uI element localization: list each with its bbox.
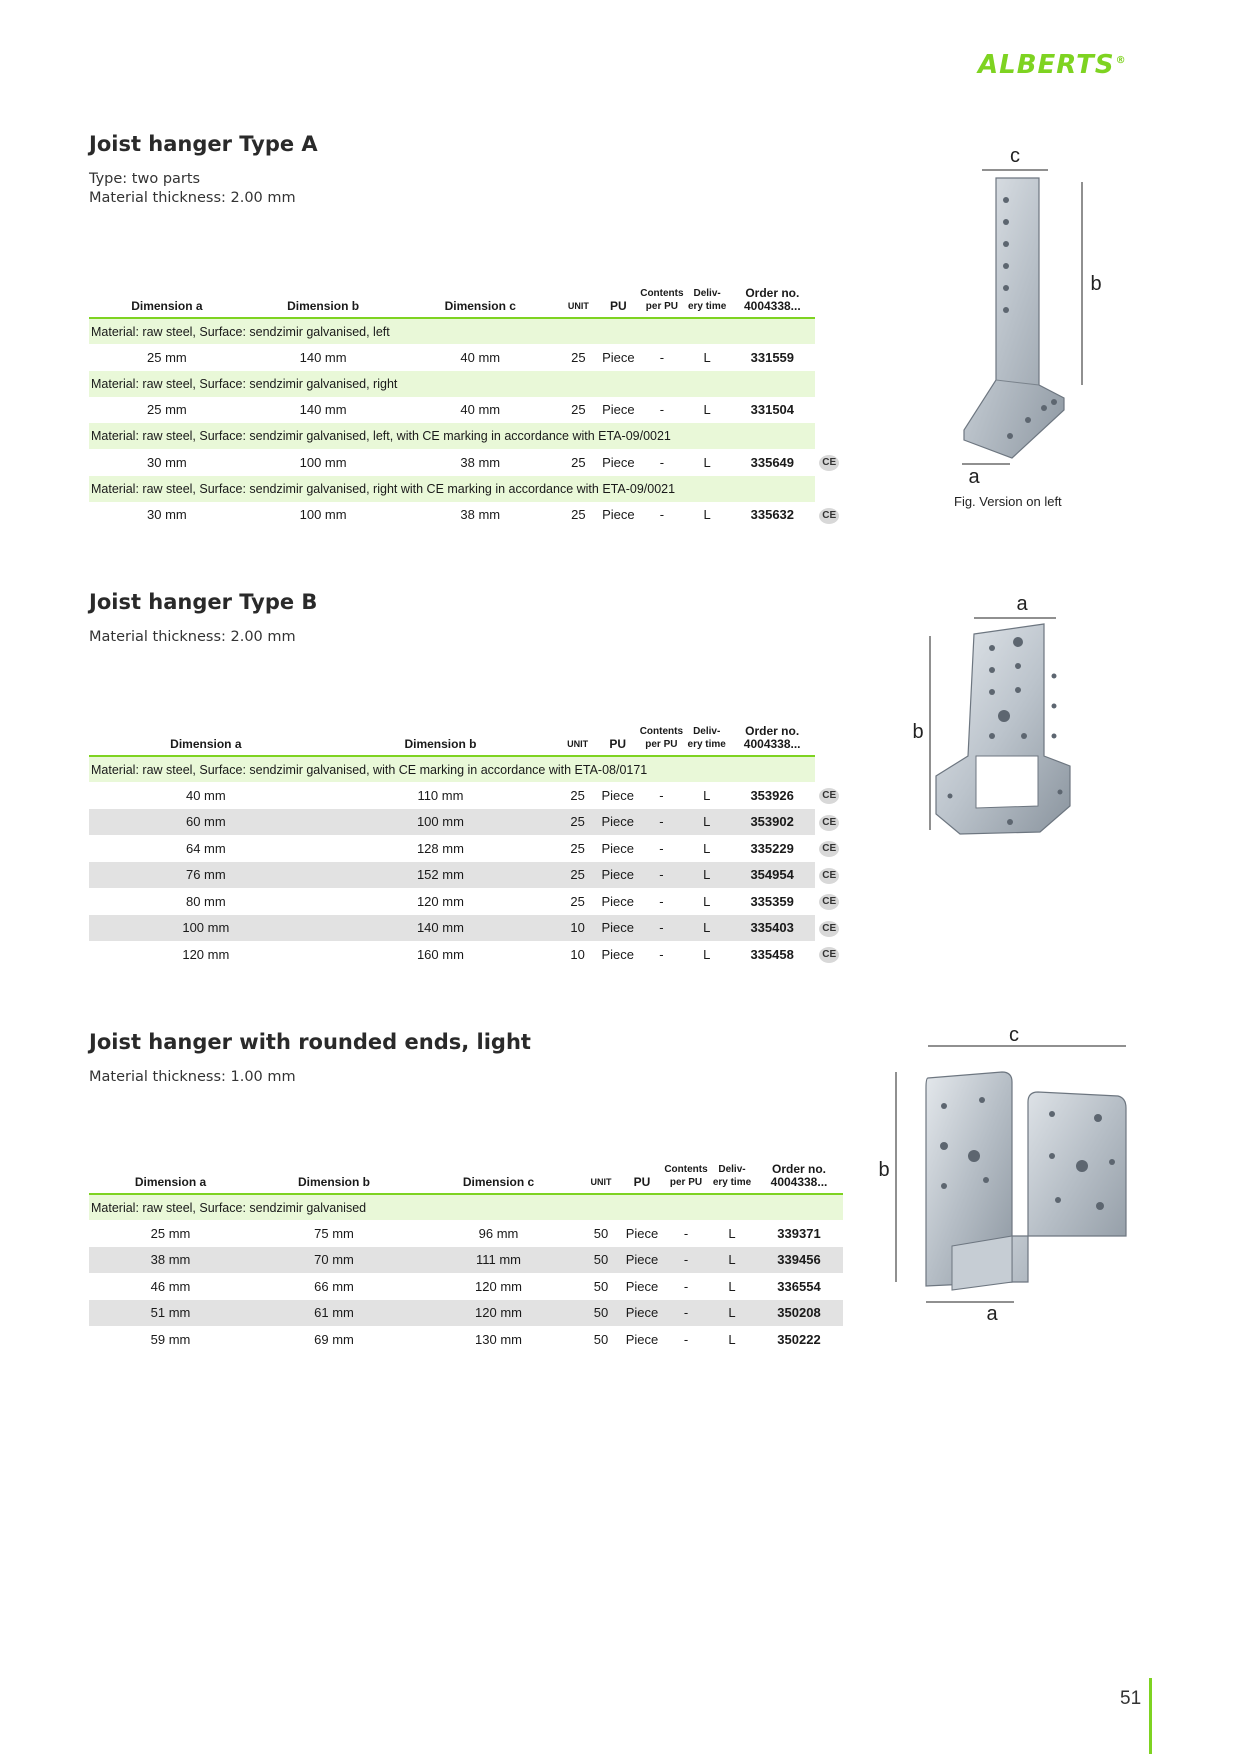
header-contents-line1: Contents — [664, 1164, 708, 1175]
cell-delivery: L — [728, 1278, 736, 1294]
cell-dimension-a: 25 mm — [150, 1225, 191, 1241]
cell-unit: Piece — [602, 349, 635, 365]
section-title: Joist hanger with rounded ends, light — [89, 1030, 531, 1054]
section-subtitle-type: Type: two parts — [89, 171, 201, 187]
cell-pu: 50 — [593, 1225, 609, 1241]
material-row — [89, 476, 843, 502]
cell-delivery: L — [703, 454, 711, 470]
cell-pu: 50 — [593, 1331, 609, 1347]
col-header-contents — [639, 272, 685, 318]
label-a: a — [986, 1303, 998, 1325]
col-header-pu: PU — [621, 1148, 663, 1194]
header-contents-line2: per PU — [645, 739, 678, 750]
cell-dimension-b: 110 mm — [417, 787, 464, 803]
cell-delivery: L — [684, 915, 729, 942]
table-row — [89, 397, 843, 424]
label-c: c — [1009, 1024, 1019, 1046]
cell-dimension-b: 140 mm — [299, 349, 347, 365]
cell-contents: - — [659, 454, 665, 470]
header-contents-line2: per PU — [669, 1177, 703, 1188]
cell-unit: Piece — [621, 1300, 663, 1327]
cell-dimension-a: 60 mm — [89, 809, 323, 836]
cell-pu: 25 — [558, 809, 597, 836]
cell-pu: 25 — [571, 454, 586, 470]
col-header-pu: PU — [597, 710, 638, 756]
cell-unit: Piece — [602, 507, 635, 523]
right-flange — [1012, 1092, 1126, 1282]
cell-contents: - — [659, 402, 665, 418]
table-row — [89, 1247, 843, 1274]
cell-dimension-a: 100 mm — [89, 915, 323, 942]
cell-dimension-a: 80 mm — [185, 893, 226, 909]
cell-contents: - — [659, 946, 664, 962]
cell-contents: - — [638, 809, 684, 836]
ce-cell — [815, 502, 843, 529]
cell-unit: Piece — [601, 787, 635, 803]
material-row — [89, 371, 843, 397]
cell-unit: Piece — [601, 840, 635, 856]
ce-cell — [815, 344, 843, 371]
section-type-a — [89, 132, 869, 208]
header-deliv-line2: ery time — [687, 301, 727, 312]
cell-contents: - — [683, 1278, 689, 1294]
cell-dimension-c: 120 mm — [416, 1300, 581, 1327]
cell-dimension-b: 69 mm — [314, 1331, 354, 1347]
cell-pu: 10 — [570, 946, 585, 962]
cell-dimension-c: 130 mm — [475, 1331, 522, 1347]
material-description: Material: raw steel, Surface: sendzimir galvanised, left, with CE marking in accordance with ETA-09/0021 — [89, 423, 815, 449]
table-header-row — [89, 710, 843, 756]
cell-order-number: 335359 — [750, 893, 794, 909]
cell-unit: Piece — [625, 1331, 659, 1347]
table-header-row — [89, 1148, 843, 1194]
page-number: 51 — [1120, 1688, 1142, 1709]
cell-unit: Piece — [621, 1247, 663, 1274]
col-header-dimension-b: Dimension b — [323, 710, 559, 756]
cell-dimension-a: 76 mm — [89, 862, 323, 889]
col-header-order — [755, 1148, 843, 1194]
cell-dimension-a: 120 mm — [182, 946, 230, 962]
brand-registered-mark: ® — [1115, 55, 1127, 67]
header-order-line1: Order no. — [771, 1162, 826, 1176]
header-contents-line1: Contents — [639, 726, 684, 737]
cell-order-number: 339371 — [777, 1225, 821, 1241]
cell-contents: - — [683, 1331, 689, 1347]
col-header-dimension-a: Dimension a — [89, 710, 323, 756]
cell-contents: - — [663, 1247, 709, 1274]
product-table-type-b — [89, 710, 843, 968]
cell-dimension-b: 61 mm — [252, 1300, 416, 1327]
ce-cell — [815, 835, 843, 862]
section-title: Joist hanger Type B — [89, 590, 318, 614]
cell-contents: - — [659, 349, 665, 365]
table-row — [89, 835, 843, 862]
header-deliv-line2: ery time — [712, 1177, 752, 1188]
col-header-dimension-c: Dimension c — [401, 272, 559, 318]
cell-pu: 25 — [571, 349, 586, 365]
col-header-order — [729, 272, 815, 318]
cell-delivery: L — [728, 1331, 736, 1347]
ce-mark-icon: CE — [819, 894, 839, 910]
table-row — [89, 1326, 843, 1353]
cell-order-number: 339456 — [755, 1247, 843, 1274]
material-row — [89, 756, 843, 782]
brand-logo — [978, 50, 1127, 80]
cell-order-number: 331504 — [750, 402, 795, 418]
table-row — [89, 1300, 843, 1327]
cell-delivery: L — [703, 787, 711, 803]
section-type-b — [89, 590, 869, 647]
cell-dimension-b: 120 mm — [416, 893, 464, 909]
cell-dimension-c: 40 mm — [460, 349, 501, 365]
cell-order-number: 331559 — [750, 349, 795, 365]
cell-order-number: 335229 — [750, 840, 794, 856]
cell-order-number: 335458 — [750, 946, 794, 962]
header-order-line1: Order no. — [745, 286, 800, 300]
label-a: a — [968, 466, 980, 488]
cell-unit: Piece — [597, 915, 638, 942]
label-b: b — [878, 1159, 890, 1181]
cell-delivery: L — [703, 840, 711, 856]
section-subtitle-thickness: Material thickness: 1.00 mm — [89, 1069, 296, 1085]
cell-unit: Piece — [602, 402, 635, 418]
ce-cell — [815, 862, 843, 889]
cell-dimension-a: 25 mm — [147, 402, 187, 418]
ce-cell — [815, 397, 843, 424]
cell-pu: 25 — [570, 787, 585, 803]
cell-dimension-c: 111 mm — [416, 1247, 581, 1274]
cell-delivery: L — [709, 1300, 755, 1327]
cell-dimension-b: 100 mm — [299, 454, 347, 470]
cell-pu: 25 — [558, 862, 597, 889]
col-header-dimension-b: Dimension b — [245, 272, 402, 318]
table-row — [89, 502, 843, 529]
cell-order-number: 336554 — [777, 1278, 821, 1294]
ce-cell — [815, 782, 843, 809]
table-row — [89, 862, 843, 889]
cell-delivery: L — [703, 402, 711, 418]
cell-contents: - — [659, 507, 665, 523]
ce-mark-icon: CE — [819, 921, 839, 937]
cell-contents: - — [683, 1225, 689, 1241]
cell-dimension-b: 140 mm — [299, 402, 347, 418]
cell-dimension-b: 140 mm — [323, 915, 559, 942]
col-header-dimension-c: Dimension c — [416, 1148, 581, 1194]
header-deliv-line1: Deliv- — [693, 288, 721, 299]
col-header-pu: PU — [598, 272, 639, 318]
cell-dimension-c: 40 mm — [460, 402, 501, 418]
ce-cell — [815, 941, 843, 968]
label-c: c — [1010, 145, 1020, 167]
cell-delivery: L — [684, 862, 729, 889]
cell-contents: - — [659, 893, 664, 909]
cell-delivery: L — [703, 507, 711, 523]
cell-dimension-b: 70 mm — [252, 1247, 416, 1274]
col-header-delivery — [709, 1148, 755, 1194]
cell-order-number: 335632 — [750, 507, 795, 523]
cell-dimension-a: 40 mm — [185, 787, 226, 803]
material-row — [89, 318, 843, 344]
material-description: Material: raw steel, Surface: sendzimir galvanised, left — [89, 318, 815, 344]
cell-dimension-a: 30 mm — [147, 507, 187, 523]
ce-mark-icon: CE — [819, 508, 839, 524]
cell-unit: Piece — [601, 893, 635, 909]
product-table-rounded-ends — [89, 1148, 843, 1353]
ce-cell — [815, 449, 843, 476]
figure-type-a — [944, 140, 1104, 488]
ce-cell — [815, 809, 843, 836]
cell-order-number: 335649 — [750, 454, 795, 470]
ce-mark-icon: CE — [819, 841, 839, 857]
cell-dimension-a: 25 mm — [147, 349, 187, 365]
cell-pu: 25 — [571, 402, 586, 418]
label-b: b — [1090, 273, 1102, 295]
figure-rounded-ends — [878, 1024, 1142, 1326]
cell-contents: - — [638, 915, 684, 942]
cell-contents: - — [659, 840, 664, 856]
header-deliv-line2: ery time — [687, 739, 726, 750]
hanger-opening — [976, 756, 1038, 808]
section-subtitle-thickness: Material thickness: 2.00 mm — [89, 190, 296, 206]
col-header-dimension-a: Dimension a — [89, 272, 245, 318]
cell-unit: Piece — [601, 946, 635, 962]
cell-dimension-b: 160 mm — [416, 946, 464, 962]
section-subtitle-thickness: Material thickness: 2.00 mm — [89, 629, 296, 645]
cell-dimension-a: 59 mm — [150, 1331, 191, 1347]
material-row — [89, 423, 843, 449]
cell-delivery: L — [703, 946, 711, 962]
cell-delivery: L — [684, 809, 729, 836]
col-header-delivery — [685, 272, 730, 318]
col-header-contents — [638, 710, 684, 756]
cell-pu: 50 — [593, 1278, 609, 1294]
header-deliv-line1: Deliv- — [718, 1164, 746, 1175]
cell-order-number: 354954 — [729, 862, 815, 889]
cell-dimension-b: 100 mm — [323, 809, 559, 836]
table-row — [89, 915, 843, 942]
table-row — [89, 941, 843, 968]
table-header-row — [89, 272, 843, 318]
cell-order-number: 353926 — [750, 787, 794, 803]
table-row — [89, 344, 843, 371]
seat — [952, 1236, 1012, 1290]
cell-delivery: L — [703, 893, 711, 909]
cell-unit: Piece — [597, 809, 638, 836]
cell-dimension-a: 46 mm — [150, 1278, 191, 1294]
cell-dimension-a: 30 mm — [147, 454, 187, 470]
section-title: Joist hanger Type A — [89, 132, 318, 156]
table-row — [89, 782, 843, 809]
cell-pu: 50 — [581, 1247, 621, 1274]
table-row — [89, 809, 843, 836]
ce-mark-icon: CE — [819, 947, 839, 963]
header-order-line2: 4004338... — [770, 1175, 828, 1189]
section-rounded-ends — [89, 1030, 869, 1087]
cell-order-number: 335403 — [729, 915, 815, 942]
ce-mark-icon: CE — [819, 815, 839, 831]
hanger-plate — [964, 178, 1064, 458]
cell-order-number: 353902 — [729, 809, 815, 836]
cell-dimension-b: 128 mm — [416, 840, 464, 856]
ce-mark-icon: CE — [819, 788, 839, 804]
cell-pu: 25 — [571, 507, 586, 523]
col-header-dimension-a: Dimension a — [89, 1148, 252, 1194]
cell-pu: 50 — [581, 1300, 621, 1327]
cell-dimension-b: 152 mm — [323, 862, 559, 889]
cell-order-number: 350208 — [755, 1300, 843, 1327]
figure-caption: Fig. Version on left — [954, 494, 1062, 509]
ce-cell — [815, 915, 843, 942]
col-header-dimension-b: Dimension b — [252, 1148, 416, 1194]
cell-dimension-c: 120 mm — [475, 1278, 522, 1294]
cell-unit: Piece — [625, 1278, 659, 1294]
col-header-unit: UNIT — [581, 1148, 621, 1194]
header-deliv-line1: Deliv- — [693, 726, 721, 737]
cell-dimension-b: 75 mm — [314, 1225, 354, 1241]
cell-dimension-c: 38 mm — [460, 507, 501, 523]
header-order-line2: 4004338... — [743, 737, 801, 751]
cell-delivery: L — [703, 349, 711, 365]
cell-contents: - — [663, 1300, 709, 1327]
material-description: Material: raw steel, Surface: sendzimir galvanised, right with CE marking in accordance with ETA-09/0021 — [89, 476, 815, 502]
col-header-unit: UNIT — [559, 272, 598, 318]
cell-dimension-a: 64 mm — [185, 840, 226, 856]
page-number-accent-bar — [1149, 1678, 1152, 1754]
header-contents-line1: Contents — [640, 288, 684, 299]
cell-dimension-b: 66 mm — [314, 1278, 354, 1294]
cell-pu: 25 — [570, 840, 585, 856]
cell-dimension-c: 96 mm — [478, 1225, 519, 1241]
figure-type-b — [912, 593, 1090, 856]
col-header-contents — [663, 1148, 709, 1194]
cell-pu: 10 — [558, 915, 597, 942]
header-order-line1: Order no. — [745, 724, 800, 738]
product-table-type-a — [89, 272, 843, 528]
cell-unit: Piece — [602, 454, 635, 470]
label-b: b — [912, 721, 924, 743]
brand-name: ALBERTS — [978, 50, 1115, 80]
cell-order-number: 350222 — [777, 1331, 821, 1347]
cell-unit: Piece — [625, 1225, 659, 1241]
header-contents-line2: per PU — [645, 301, 679, 312]
material-row — [89, 1194, 843, 1220]
cell-delivery: L — [709, 1247, 755, 1274]
cell-contents: - — [638, 862, 684, 889]
ce-mark-icon: CE — [819, 868, 839, 884]
label-a: a — [1016, 593, 1028, 615]
table-row — [89, 1273, 843, 1300]
cell-delivery: L — [728, 1225, 736, 1241]
col-header-delivery — [684, 710, 729, 756]
cell-contents: - — [659, 787, 664, 803]
header-order-line2: 4004338... — [743, 299, 801, 313]
material-description: Material: raw steel, Surface: sendzimir galvanised — [89, 1194, 843, 1220]
table-row — [89, 1220, 843, 1247]
cell-dimension-a: 51 mm — [89, 1300, 252, 1327]
cell-unit: Piece — [597, 862, 638, 889]
material-description: Material: raw steel, Surface: sendzimir galvanised, with CE marking in accordance with ETA-08/0171 — [89, 756, 815, 782]
col-header-order — [729, 710, 815, 756]
cell-dimension-c: 38 mm — [460, 454, 501, 470]
cell-pu: 25 — [570, 893, 585, 909]
ce-mark-icon: CE — [819, 455, 839, 471]
ce-cell — [815, 888, 843, 915]
cell-dimension-a: 38 mm — [89, 1247, 252, 1274]
material-description: Material: raw steel, Surface: sendzimir galvanised, right — [89, 371, 815, 397]
col-header-unit: UNIT — [558, 710, 597, 756]
cell-dimension-b: 100 mm — [299, 507, 347, 523]
table-row — [89, 449, 843, 476]
table-row — [89, 888, 843, 915]
